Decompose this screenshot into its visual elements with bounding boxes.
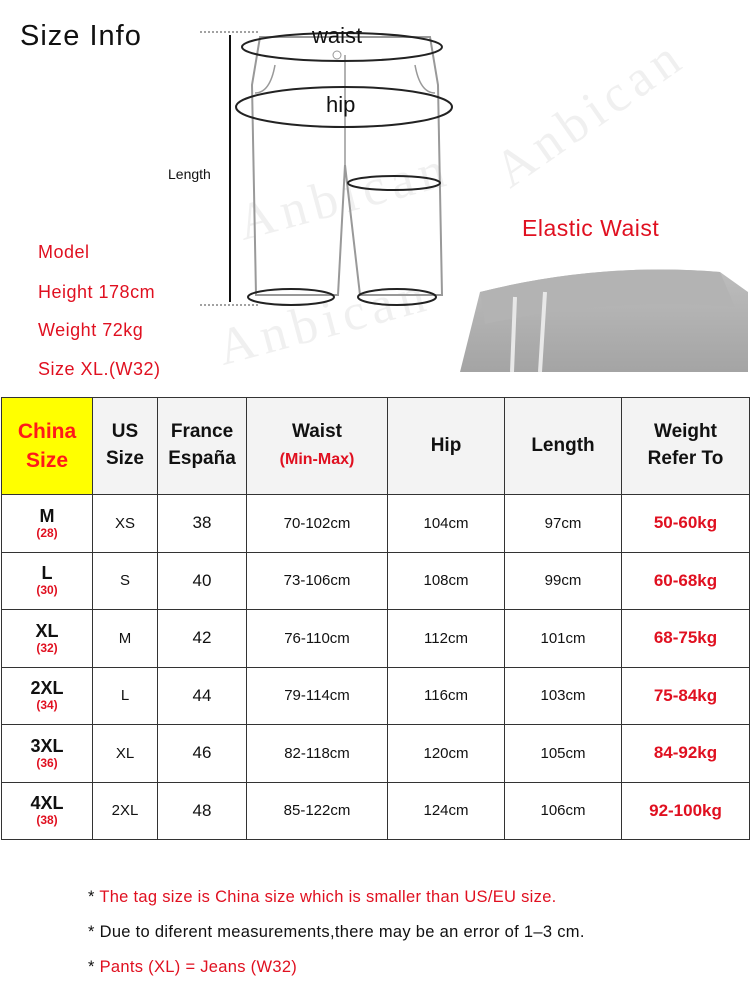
header-hip: Hip <box>388 398 505 495</box>
length-cell: 99cm <box>505 552 622 610</box>
france-size-cell: 42 <box>158 610 247 668</box>
france-size-cell: 44 <box>158 667 247 725</box>
weight-cell: 75-84kg <box>622 667 750 725</box>
header-china-size: China Size <box>2 398 93 495</box>
elastic-waist-title: Elastic Waist <box>522 215 660 241</box>
table-row <box>2 495 750 553</box>
table-row <box>2 552 750 610</box>
model-label: Model <box>38 242 90 262</box>
header-length: Length <box>505 398 622 495</box>
size-table <box>1 397 750 840</box>
watermark: Anbican <box>484 27 696 199</box>
length-cell: 103cm <box>505 667 622 725</box>
china-size-cell: 4XL (38) <box>2 782 93 840</box>
china-size-cell: M (28) <box>2 495 93 553</box>
france-size-cell: 46 <box>158 725 247 783</box>
weight-cell: 60-68kg <box>622 552 750 610</box>
note-line: * Due to diferent measurements,there may be an error of 1–3 cm. <box>88 923 585 941</box>
us-size-cell: M <box>93 610 158 668</box>
france-size-cell: 48 <box>158 782 247 840</box>
model-height: Height 178cm <box>38 282 156 302</box>
us-size-cell: XS <box>93 495 158 553</box>
waist-cell: 76-110cm <box>247 610 388 668</box>
hip-cell: 112cm <box>388 610 505 668</box>
us-size-cell: S <box>93 552 158 610</box>
hip-cell: 120cm <box>388 725 505 783</box>
waist-label: waist <box>312 23 363 48</box>
china-size-cell: XL (32) <box>2 610 93 668</box>
table-row <box>2 610 750 668</box>
waist-cell: 79-114cm <box>247 667 388 725</box>
hip-cell: 116cm <box>388 667 505 725</box>
table-row <box>2 725 750 783</box>
watermark: Anbican <box>211 265 437 377</box>
france-size-cell: 40 <box>158 552 247 610</box>
us-size-cell: L <box>93 667 158 725</box>
france-size-cell: 38 <box>158 495 247 553</box>
header-waist: Waist (Min-Max) <box>247 398 388 495</box>
header-weight: Weight Refer To <box>622 398 750 495</box>
hip-cell: 124cm <box>388 782 505 840</box>
hip-label: hip <box>326 92 356 117</box>
note-line: * The tag size is China size which is smaller than US/EU size. <box>88 888 557 906</box>
header-us-size: US Size <box>93 398 158 495</box>
page-title: Size Info <box>20 20 142 52</box>
hip-cell: 108cm <box>388 552 505 610</box>
length-cell: 97cm <box>505 495 622 553</box>
model-weight: Weight 72kg <box>38 320 144 340</box>
length-label: Length <box>168 166 211 182</box>
length-cell: 105cm <box>505 725 622 783</box>
length-cell: 101cm <box>505 610 622 668</box>
china-size-cell: 2XL (34) <box>2 667 93 725</box>
watermark: Anbican <box>231 140 457 252</box>
china-size-cell: 3XL (36) <box>2 725 93 783</box>
note-line: * Pants (XL) = Jeans (W32) <box>88 958 298 976</box>
waist-cell: 82-118cm <box>247 725 388 783</box>
model-size: Size XL.(W32) <box>38 359 161 379</box>
table-header-row <box>2 398 750 495</box>
table-row <box>2 667 750 725</box>
weight-cell: 68-75kg <box>622 610 750 668</box>
waist-cell: 73-106cm <box>247 552 388 610</box>
china-size-cell: L (30) <box>2 552 93 610</box>
header-france-espana: France España <box>158 398 247 495</box>
elastic-waist-photo <box>460 262 748 372</box>
weight-cell: 92-100kg <box>622 782 750 840</box>
weight-cell: 50-60kg <box>622 495 750 553</box>
weight-cell: 84-92kg <box>622 725 750 783</box>
waist-cell: 70-102cm <box>247 495 388 553</box>
table-row <box>2 782 750 840</box>
length-cell: 106cm <box>505 782 622 840</box>
us-size-cell: 2XL <box>93 782 158 840</box>
waist-cell: 85-122cm <box>247 782 388 840</box>
us-size-cell: XL <box>93 725 158 783</box>
hip-cell: 104cm <box>388 495 505 553</box>
